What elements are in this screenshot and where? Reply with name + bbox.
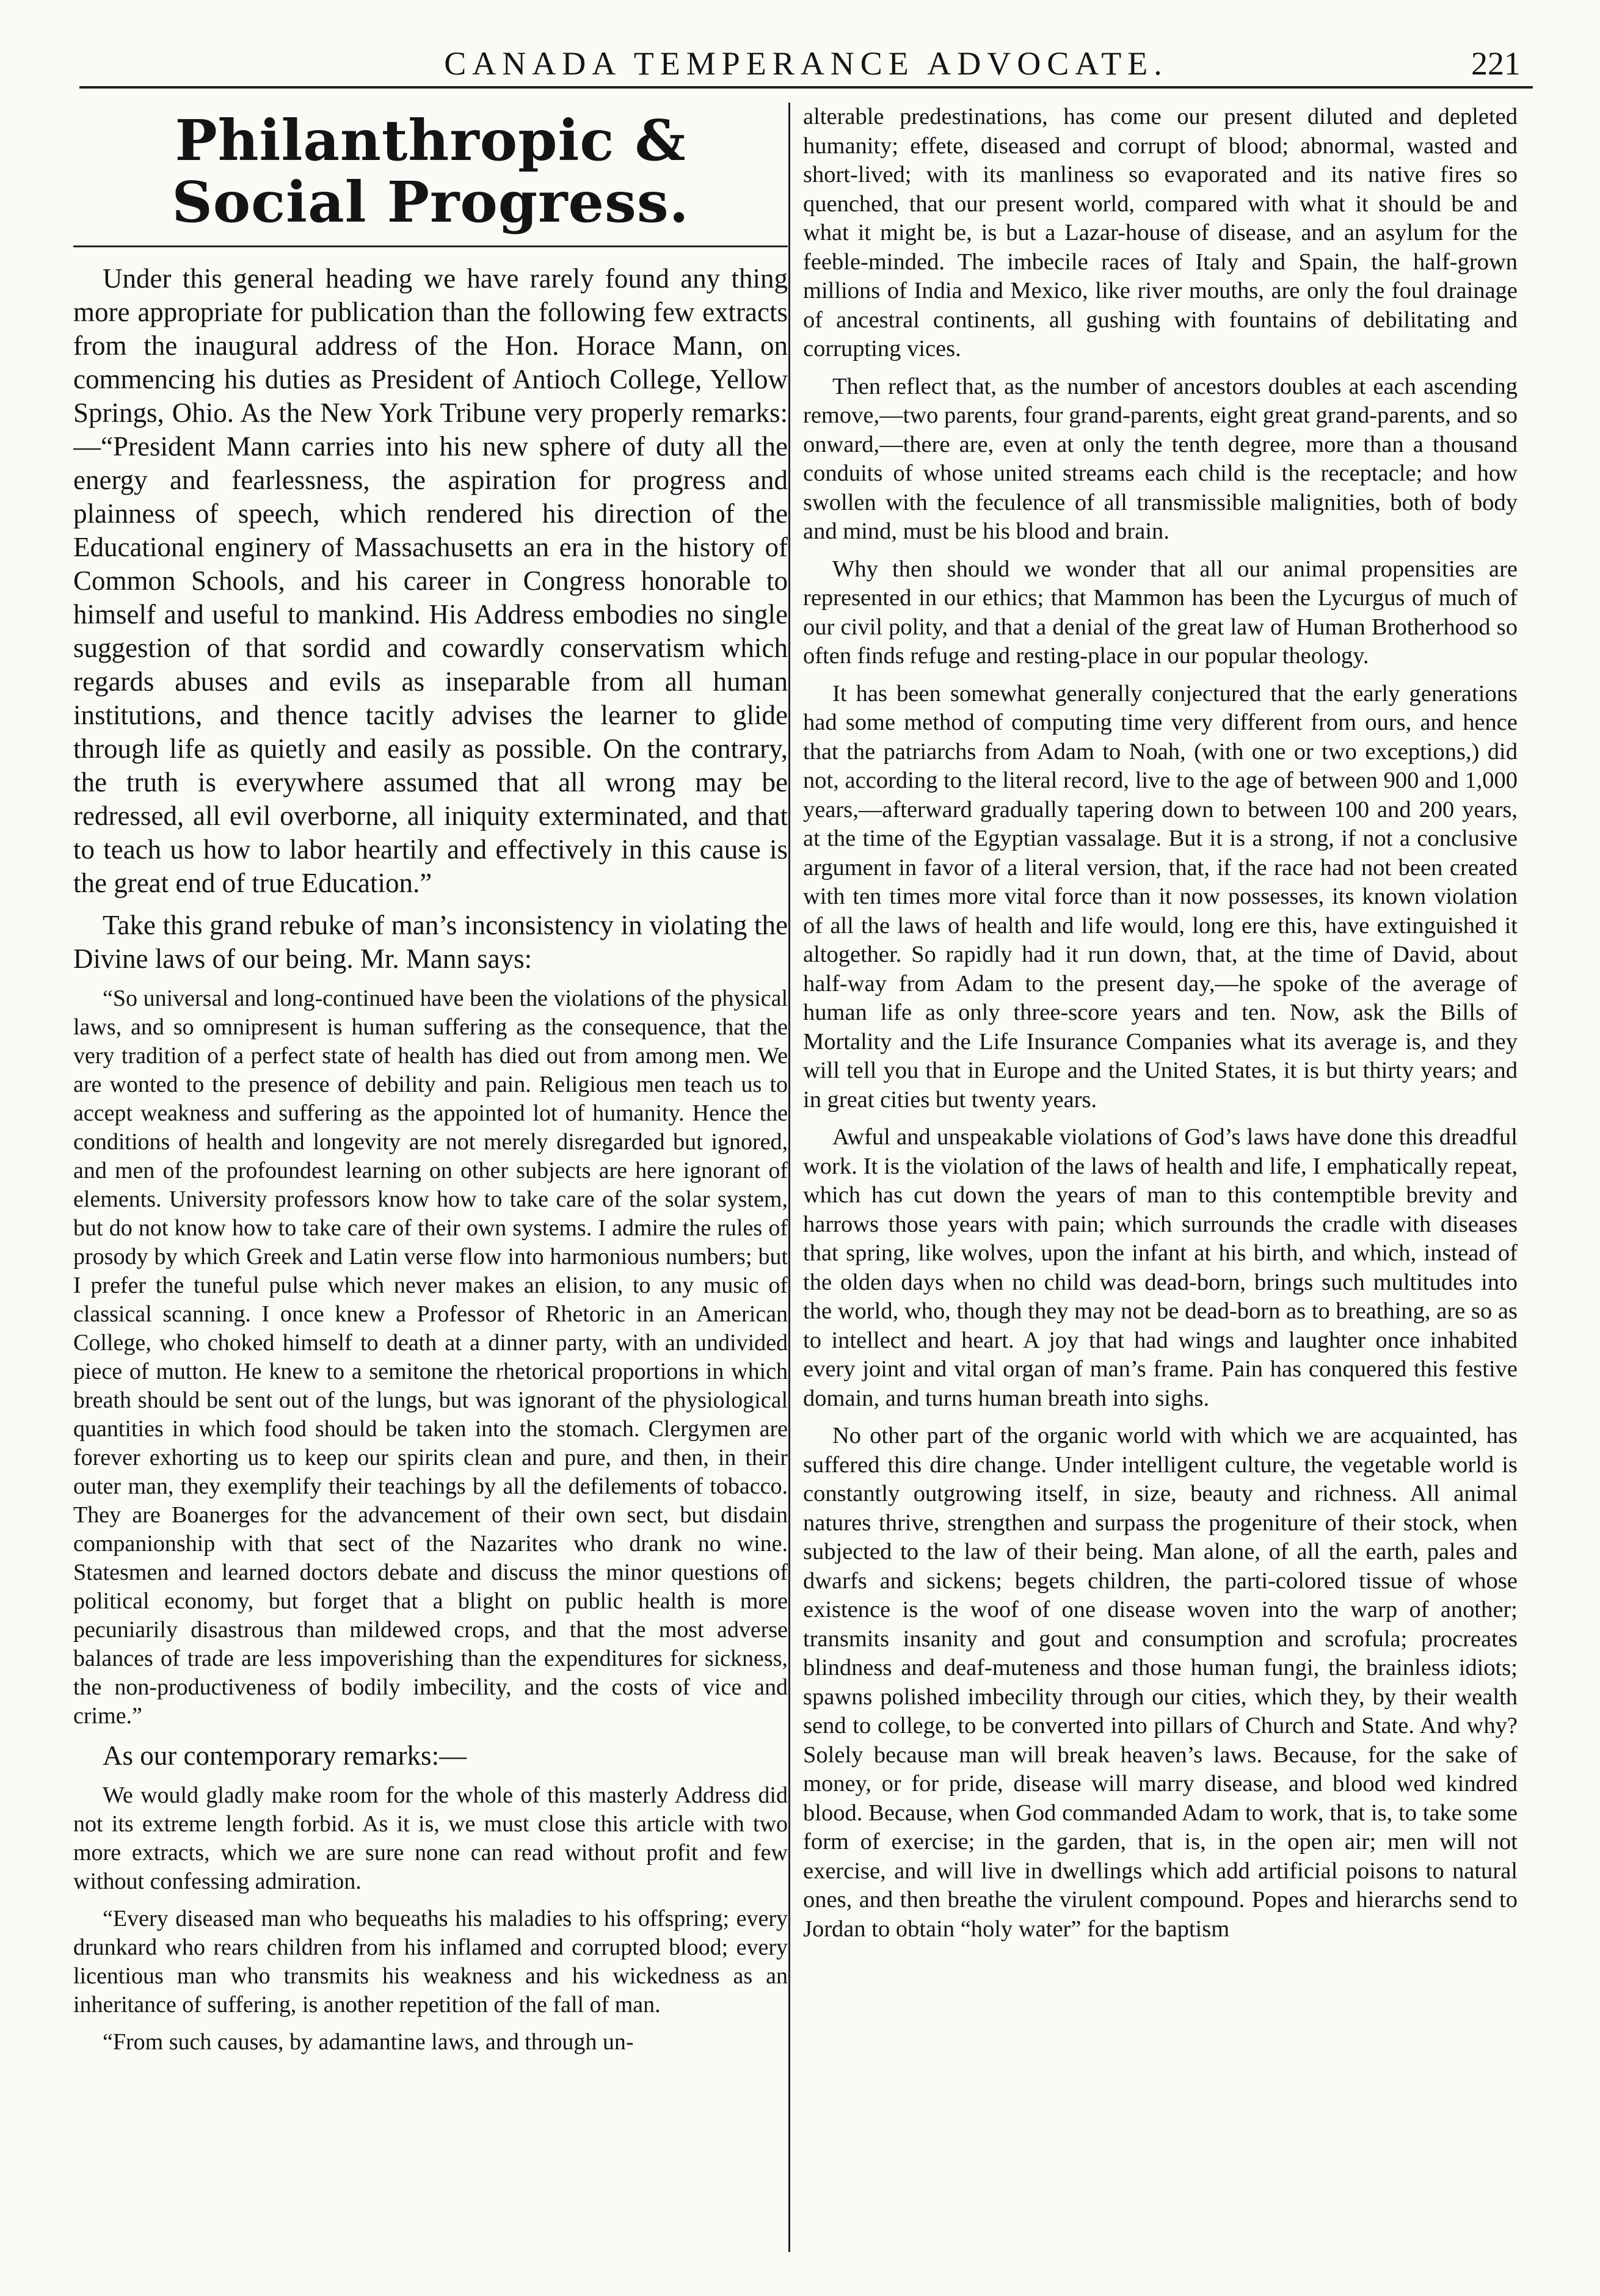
paragraph: “Every diseased man who bequeaths his maladies to his offspring; every drunkard who rears children from his inflamed and corrupted blood; every licentious man who transmits his weakness and his wickedness as an inheritance of suffering, is another repetition of the fall of man.: [73, 1906, 788, 2018]
running-title: CANADA TEMPERANCE ADVOCATE.: [444, 45, 1168, 82]
section-title: Philanthropic & Social Progress.: [172, 107, 689, 236]
paragraph: “From such causes, by adamantine laws, and through un-: [103, 2029, 634, 2055]
header-rule: [79, 86, 1533, 89]
paragraph: Why then should we wonder that all our animal propensities are represented in our ethics; that Mammon has been the Lycurgus of much of our civil polity, and that a denial of the great law of Human Brotherhood so often finds refuge and resting-place in our popular theology.: [803, 556, 1518, 669]
page-number: 221: [1471, 45, 1521, 82]
left-column-paragraphs: [73, 262, 788, 2057]
paragraph: “So universal and long-continued have been the violations of the physical laws, and so omnipresent is human suffering as the consequence, that the very tradition of a perfect state of health has died out from among men. We are wonted to the presence of debility and pain. Religious men teach us to accept weakness and suffering as the appointed lot of humanity. Hence the conditions of health and longevity are not merely disregarded but ignored, and men of the profoundest learning on other subjects are here ignorant of elements. University professors know how to take care of the solar system, but do not know how to take care of their own systems. I admire the rules of prosody by which Greek and Latin verse flow into harmonious numbers; but I prefer the tuneful pulse which never makes an elision, to any music of classical scanning. I once knew a Professor of Rhetoric in an American College, who choked himself to death at a dinner party, with an undivided piece of mutton. He knew to a semitone the rhetorical proportions in which breath should be sent out of the lungs, but was ignorant of the physiological quantities in which food should be taken into the stomach. Clergymen are forever exhorting us to keep our spirits clean and pure, and then, in their outer man, they exemplify their teachings by all the defilements of tobacco. They are Boanerges for the advancement of their own sect, but disdain companionship with that sect of the Nazarites who drank no wine. Statesmen and learned doctors debate and discuss the minor questions of political economy, but forget that a blight on public health is more pecuniarily disastrous than mildewed crops, and that the most adverse balances of trade are less impoverishing than the expenditures for sickness, the non-productiveness of bodily imbecility, and the costs of vice and crime.”: [73, 986, 788, 1729]
paragraph: No other part of the organic world with which we are acquainted, has suffered this dire change. Under intelligent culture, the vegetable world is constantly outgrowing itself, in size, beauty and richness. All animal natures thrive, strengthen and surpass the progeniture of their stock, when subjected to the law of their being. Man alone, of all the earth, pales and dwarfs and sickens; begets children, the parti-colored tissue of whose existence is the woof of one disease woven into the warp of another; transmits insanity and gout and consumption and scrofula; procreates blindness and deaf-muteness and those human fungi, the brainless idiots; spawns polished imbecility through our cities, which they, by their wealth send to college, to be converted into pillars of Church and State. And why? Solely because man will break heaven’s laws. Because, for the sake of money, or for pride, disease will marry disease, and blood wed kindred blood. Because, when God commanded Adam to work, that is, to take some form of exercise; in the garden, that is, in the open air; men will not exercise, and will live in dwellings which add artificial poisons to natural ones, and then breathe the virulent compound. Popes and hierarchs send to Jordan to obtain “holy water” for the baptism: [803, 1423, 1518, 1942]
paragraph: As our contemporary remarks:—: [103, 1740, 467, 1771]
paragraph: Awful and unspeakable violations of God’s laws have done this dreadful work. It is the violation of the laws of health and life, I emphatically repeat, which has cut down the years of man to this contemptible brevity and harrows those years with pain; which surrounds the cradle with diseases that spring, like wolves, upon the infant at his birth, and which, instead of the olden days when no child was dead-born, brings such multitudes into the world, who, though they may not be dead-born as to breathing, are so as to intellect and heart. A joy that had wings and laughter once inhabited every joint and vital organ of man’s frame. Pain has conquered this festive domain, and turns human breath into sighs.: [803, 1124, 1518, 1411]
paragraph: Under this general heading we have rarely found any thing more appropriate for publication than the following few extracts from the inaugural address of the Hon. Horace Mann, on commencing his duties as President of Antioch College, Yellow Springs, Ohio. As the New York Tribune very properly remarks:—“President Mann carries into his new sphere of duty all the energy and fearlessness, the aspiration for progress and plainness of speech, which rendered his direction of the Educational enginery of Massachusetts an era in the history of Common Schools, and his career in Congress honorable to himself and useful to mankind. His Address embodies no single suggestion of that sordid and cowardly conservatism which regards abuses and evils as inseparable from all human institutions, and thence tacitly advises the learner to glide through life as quietly and easily as possible. On the contrary, the truth is everywhere assumed that all wrong may be redressed, all evil overborne, all iniquity exterminated, and that to teach us how to labor heartily and effectively in this cause is the great end of true Education.”: [73, 263, 788, 899]
paragraph: alterable predestinations, has come our present diluted and depleted humanity; effete, diseased and corrupt of blood; abnormal, wasted and short-lived; with its manliness so evaporated and its native fires so quenched, that our present world, compared with what it should be and what it might be, is but a Lazar-house of disease, and an asylum for the feeble-minded. The imbecile races of Italy and Spain, the half-grown millions of India and Mexico, like river mouths, are only the foul drainage of ancestral continents, all gushing with fountains of debilitating and corrupting vices.: [803, 104, 1518, 361]
paragraph: Take this grand rebuke of man’s inconsistency in violating the Divine laws of our being. Mr. Mann says:: [73, 910, 788, 975]
paragraph: Then reflect that, as the number of ancestors doubles at each ascending remove,—two parents, four grand-parents, eight great grand-parents, and so onward,—there are, even at only the tenth degree, more than a thousand conduits of whose united streams each child is the receptacle; and how swollen with the feculence of all transmissible malignities, both of body and mind, must be his blood and brain.: [803, 373, 1518, 544]
right-column: [803, 103, 1518, 2252]
column-divider: [788, 103, 790, 2252]
paragraph: We would gladly make room for the whole of this masterly Address did not its extreme length forbid. As it is, we must close this article with two more extracts, which we are sure none can read without profit and few without confessing admiration.: [73, 1782, 788, 1895]
paragraph: It has been somewhat generally conjectured that the early generations had some method of computing time very different from ours, and hence that the patriarchs from Adam to Noah, (with one or two exceptions,) did not, according to the literal record, live to the age of between 900 and 1,000 years,—afterward gradually tapering down to between 100 and 200 years, at the time of the Egyptian vassalage. But it is a strong, if not a conclusive argument in favor of a literal version, that, if the race had not been created with ten times more vital force than it now possesses, its known violation of all the laws of health and life would, long ere this, have extinguished it altogether. So rapidly had it run down, that, at the time of David, about half-way from Adam to the present day,—he spoke of the average of human life as only three-score years and ten. Now, ask the Bills of Mortality and the Life Insurance Companies what its average is, and they will tell you that in Europe and the United States, it is but thirty years; and in great cities but twenty years.: [803, 680, 1518, 1113]
section-rule: [73, 245, 788, 247]
left-column: [73, 103, 788, 2252]
right-column-paragraphs: [803, 103, 1518, 1944]
page-header: [79, 34, 1533, 89]
